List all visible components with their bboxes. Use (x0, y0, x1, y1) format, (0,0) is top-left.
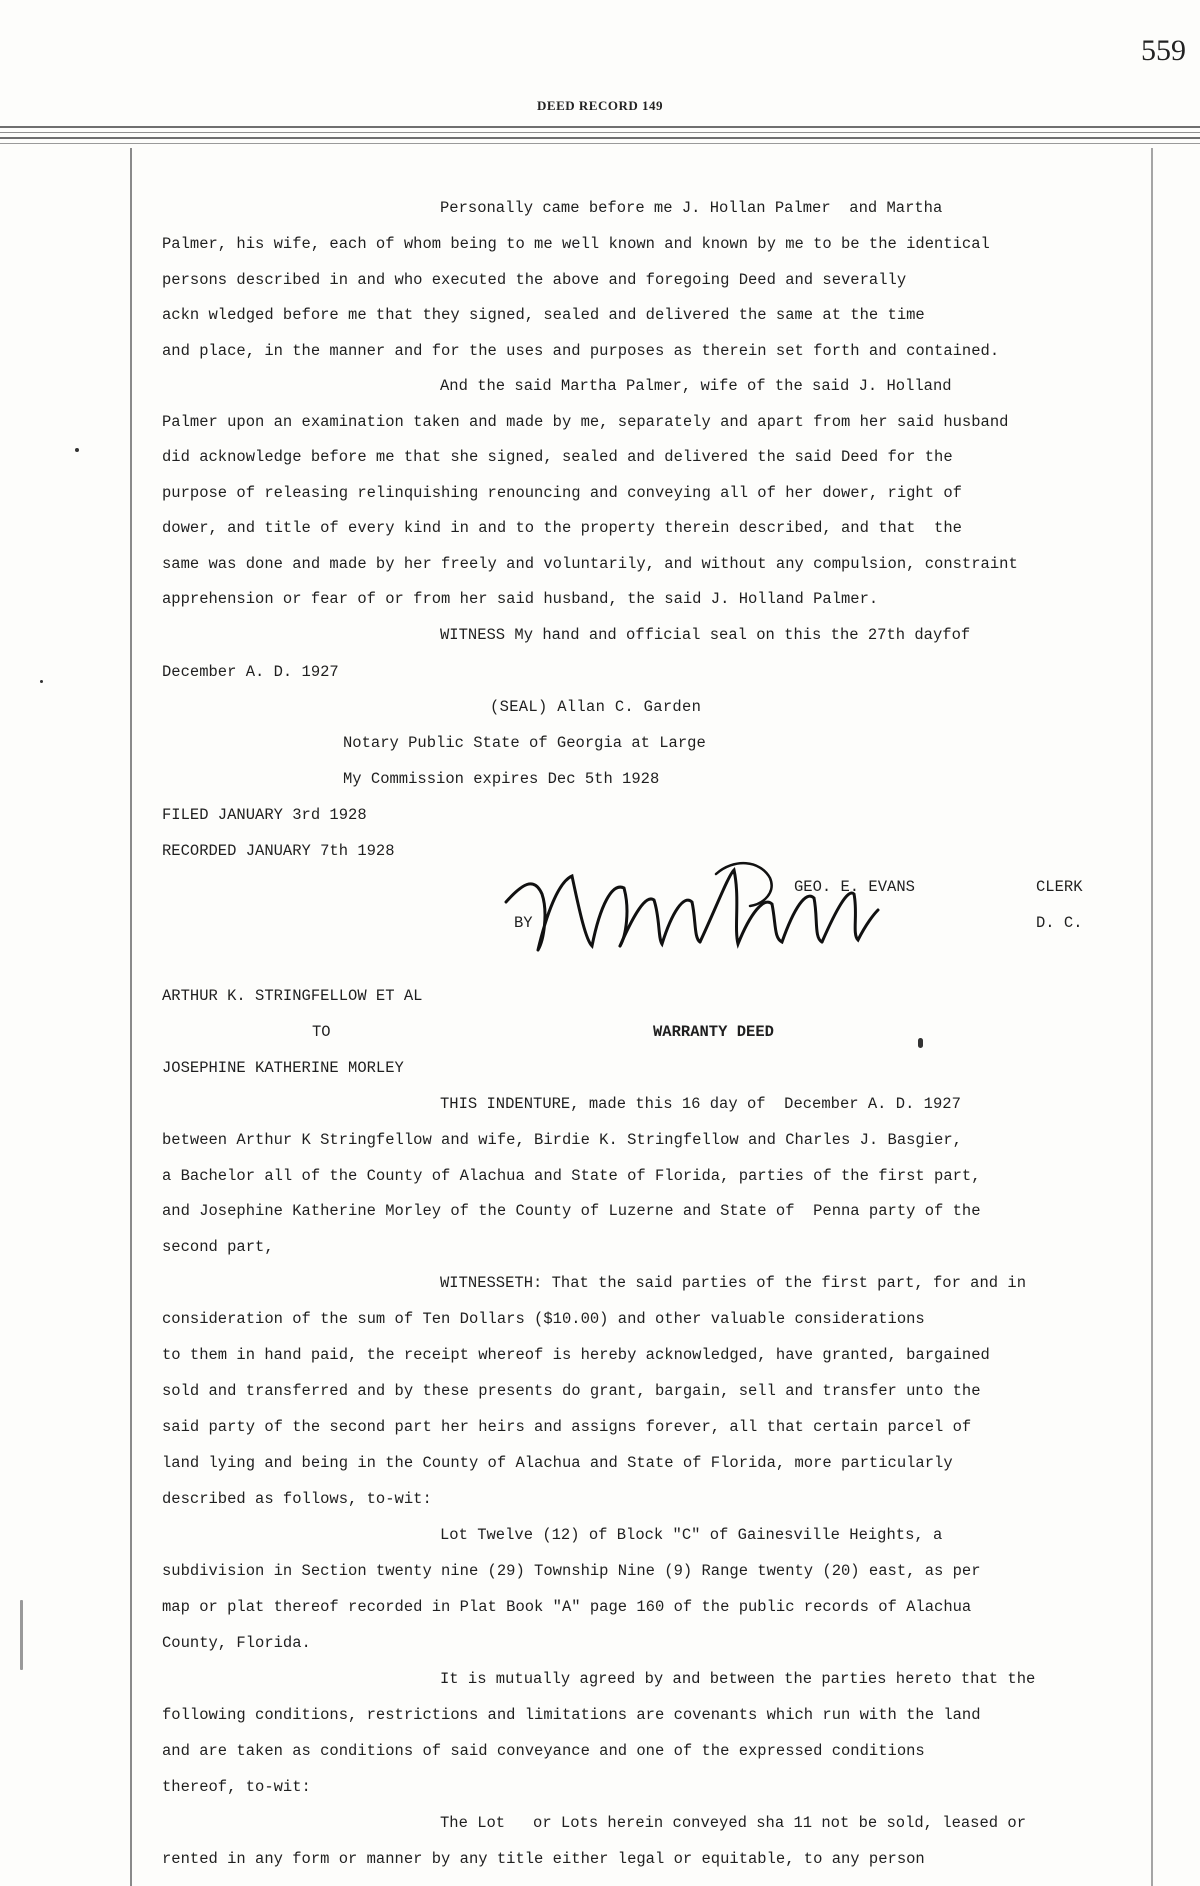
text-line: WITNESS My hand and official seal on this the 27th dayfof (440, 626, 971, 644)
text-line: same was done and made by her freely and voluntarily, and without any compulsion, constraint (162, 555, 1018, 573)
text-line: persons described in and who executed the above and foregoing Deed and severally (162, 271, 907, 289)
scan-speck (40, 680, 43, 683)
text-line: Palmer upon an examination taken and made by me, separately and apart from her said husband (162, 413, 1009, 431)
text-line: did acknowledge before me that she signed, sealed and delivered the said Deed for the (162, 448, 953, 466)
scan-speck (918, 1038, 923, 1048)
record-book-title: DEED RECORD 149 (537, 98, 663, 113)
text-line: WITNESSETH: That the said parties of the first part, for and in (440, 1274, 1026, 1292)
text-line: And the said Martha Palmer, wife of the said J. Holland (440, 377, 952, 395)
text-line: Palmer, his wife, each of whom being to me well known and known by me to be the identical (162, 235, 990, 253)
by-label: BY (514, 914, 533, 932)
deed-type-caption: WARRANTY DEED (653, 1023, 774, 1041)
text-line: It is mutually agreed by and between the parties hereto that the (440, 1670, 1036, 1688)
text-line: thereof, to-wit: (162, 1778, 311, 1796)
text-line: purpose of releasing relinquishing renouncing and conveying all of her dower, right of (162, 484, 962, 502)
text-line: rented in any form or manner by any title either legal or equitable, to any person (162, 1850, 925, 1868)
header-rule (0, 137, 1200, 139)
text-line: consideration of the sum of Ten Dollars ($10.00) and other valuable considerations (162, 1310, 925, 1328)
clerk-name: GEO. E. EVANS (794, 878, 915, 896)
text-line: December A. D. 1927 (162, 663, 339, 681)
scan-speck (20, 1600, 23, 1670)
text-line: subdivision in Section twenty nine (29) Township Nine (9) Range twenty (20) east, as per (162, 1562, 981, 1580)
text-line: dower, and title of every kind in and to the property therein described, and that the (162, 519, 962, 537)
text-line: and are taken as conditions of said conveyance and one of the expressed conditions (162, 1742, 925, 1760)
left-margin-line (130, 148, 132, 1886)
header-rule (0, 126, 1200, 128)
notary-title-line: Notary Public State of Georgia at Large (343, 734, 706, 752)
text-line: between Arthur K Stringfellow and wife, Birdie K. Stringfellow and Charles J. Basgier, (162, 1131, 962, 1149)
text-line: land lying and being in the County of Alachua and State of Florida, more particularly (162, 1454, 953, 1472)
recorded-date: RECORDED JANUARY 7th 1928 (162, 842, 395, 860)
clerk-title: CLERK (1036, 878, 1083, 896)
header-rule (0, 132, 1200, 133)
text-line: Lot Twelve (12) of Block "C" of Gainesville Heights, a (440, 1526, 943, 1544)
grantee-caption: JOSEPHINE KATHERINE MORLEY (162, 1059, 404, 1077)
handwritten-signature (502, 854, 882, 964)
text-line: described as follows, to-wit: (162, 1490, 432, 1508)
header-rule (0, 143, 1200, 144)
text-line: a Bachelor all of the County of Alachua and State of Florida, parties of the first part, (162, 1167, 981, 1185)
text-line: THIS INDENTURE, made this 16 day of December A. D. 1927 (440, 1095, 961, 1113)
text-line: apprehension or fear of or from her said husband, the said J. Holland Palmer. (162, 590, 879, 608)
text-line: Personally came before me J. Hollan Palmer and Martha (440, 199, 943, 217)
text-line: and Josephine Katherine Morley of the County of Luzerne and State of Penna party of the (162, 1202, 981, 1220)
text-line: The Lot or Lots herein conveyed sha 11 not be sold, leased or (440, 1814, 1026, 1832)
text-line: second part, (162, 1238, 274, 1256)
grantor-caption: ARTHUR K. STRINGFELLOW ET AL (162, 987, 423, 1005)
deputy-clerk-label: D. C. (1036, 914, 1083, 932)
filed-date: FILED JANUARY 3rd 1928 (162, 806, 367, 824)
page-number: 559 (1141, 34, 1186, 67)
text-line: and place, in the manner and for the uses and purposes as therein set forth and contained. (162, 342, 1000, 360)
right-margin-line (1151, 148, 1153, 1886)
text-line: said party of the second part her heirs and assigns forever, all that certain parcel of (162, 1418, 972, 1436)
notary-commission-line: My Commission expires Dec 5th 1928 (343, 770, 660, 788)
text-line: sold and transferred and by these presents do grant, bargain, sell and transfer unto the (162, 1382, 981, 1400)
text-line: County, Florida. (162, 1634, 311, 1652)
notary-seal-line: (SEAL) Allan C. Garden (490, 698, 702, 716)
text-line: map or plat thereof recorded in Plat Book "A" page 160 of the public records of Alachua (162, 1598, 972, 1616)
scan-speck (75, 448, 79, 452)
to-caption: TO (312, 1023, 331, 1041)
text-line: following conditions, restrictions and limitations are covenants which run with the land (162, 1706, 981, 1724)
text-line: to them in hand paid, the receipt whereof is hereby acknowledged, have granted, bargained (162, 1346, 990, 1364)
text-line: ackn wledged before me that they signed, sealed and delivered the same at the time (162, 306, 925, 324)
